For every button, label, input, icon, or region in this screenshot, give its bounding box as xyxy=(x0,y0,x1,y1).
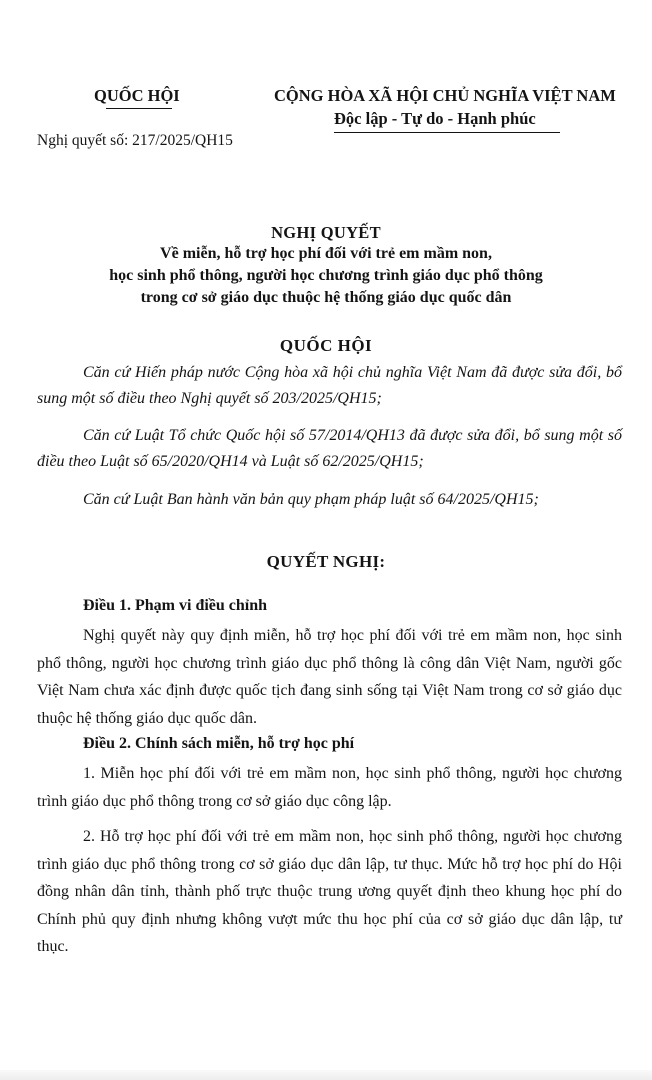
page-bottom-edge xyxy=(0,1070,652,1080)
document-subject xyxy=(0,243,652,309)
subject-line-3: trong cơ sở giáo dục thuộc hệ thống giáo dục quốc dân xyxy=(140,289,512,306)
article-1-paragraph: Nghị quyết này quy định miễn, hỗ trợ học phí đối với trẻ em mầm non, học sinh phổ thông, người học chương trình giáo dục phổ thông là công dân Việt Nam, người gốc Việt Nam chưa xác định được quốc tịch đang sinh sống tại Việt Nam trong cơ sở giáo dục thuộc hệ thống giáo dục quốc dân. xyxy=(37,627,622,727)
authority-underline xyxy=(106,108,172,109)
legal-basis-2: Căn cứ Luật Tổ chức Quốc hội số 57/2014/QH13 đã được sửa đổi, bổ sung một số điều theo Luật số 65/2020/QH14 và Luật số 62/2025/QH15; xyxy=(37,427,622,470)
resolution-heading: QUYẾT NGHỊ: xyxy=(266,552,386,571)
national-title: CỘNG HÒA XÃ HỘI CHỦ NGHĨA VIỆT NAM xyxy=(274,86,616,105)
legal-basis-1: Căn cứ Hiến pháp nước Cộng hòa xã hội chủ nghĩa Việt Nam đã được sửa đổi, bổ sung một số điều theo Nghị quyết số 203/2025/QH15; xyxy=(37,364,622,407)
article-2-clause-1: 1. Miễn học phí đối với trẻ em mầm non, học sinh phổ thông, người học chương trình giáo dục phổ thông trong cơ sở giáo dục công lập. xyxy=(37,765,622,810)
legal-basis-3: Căn cứ Luật Ban hành văn bản quy phạm pháp luật số 64/2025/QH15; xyxy=(83,491,539,508)
issuing-authority-label: QUỐC HỘI xyxy=(94,86,180,105)
article-1-heading: Điều 1. Phạm vi điều chỉnh xyxy=(83,597,268,614)
national-motto xyxy=(334,109,536,129)
issuing-authority xyxy=(94,86,180,106)
document-number: Nghị quyết số: 217/2025/QH15 xyxy=(37,132,233,149)
issuing-body-heading: QUỐC HỘI xyxy=(279,336,373,355)
national-motto-label: Độc lập - Tự do - Hạnh phúc xyxy=(334,109,536,128)
subject-line-1: Về miễn, hỗ trợ học phí đối với trẻ em mầm non, xyxy=(160,245,492,262)
motto-underline xyxy=(334,132,560,133)
document-type-title: NGHỊ QUYẾT xyxy=(271,223,381,242)
article-2-clause-2: 2. Hỗ trợ học phí đối với trẻ em mầm non, học sinh phổ thông, người học chương trình giáo dục phổ thông trong cơ sở giáo dục dân lập, tư thục. Mức hỗ trợ học phí do Hội đồng nhân dân tỉnh, thành phố trực thuộc trung ương quyết định theo khung học phí do Chính phủ quy định nhưng không vượt mức thu học phí của cơ sở giáo dục dân lập, tư thục. xyxy=(37,828,622,955)
article-2-heading: Điều 2. Chính sách miễn, hỗ trợ học phí xyxy=(83,735,355,752)
subject-line-2: học sinh phổ thông, người học chương trình giáo dục phổ thông xyxy=(109,267,543,284)
